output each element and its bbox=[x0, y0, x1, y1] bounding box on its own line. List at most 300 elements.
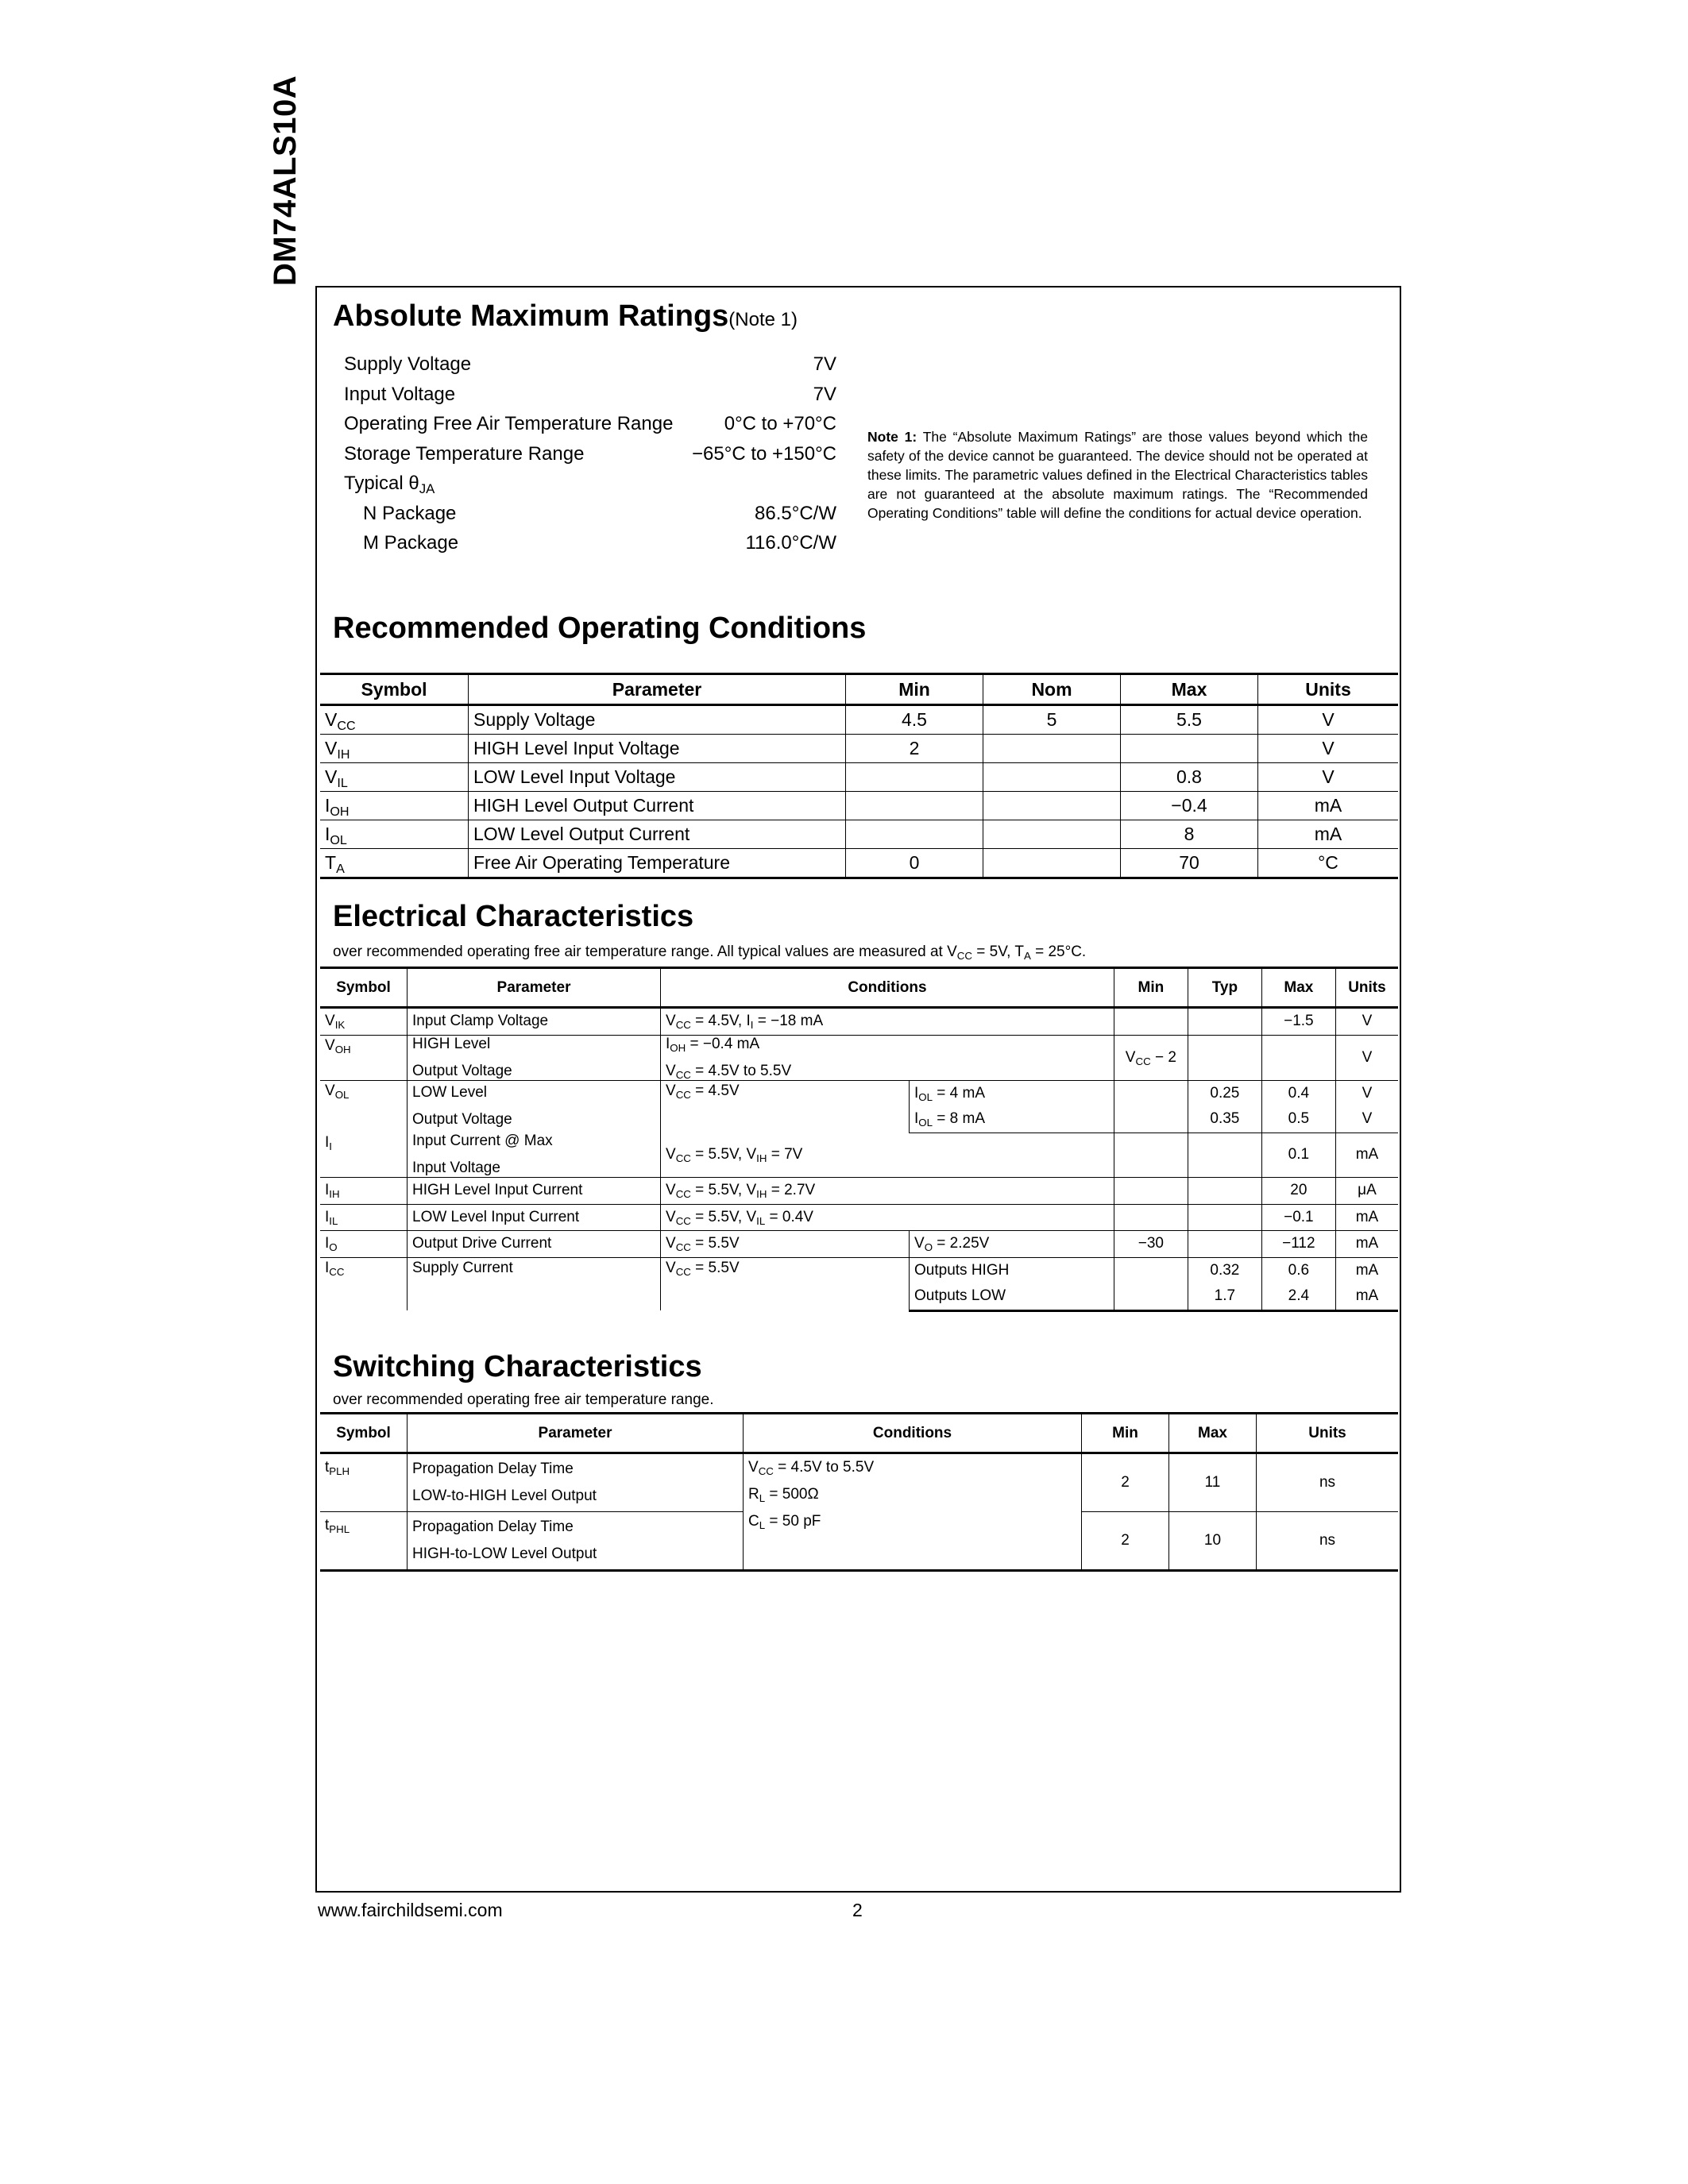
amr-label-sub: JA bbox=[419, 481, 435, 497]
cond-text: = 5.5V, V bbox=[690, 1182, 757, 1199]
amr-value: 116.0°C/W bbox=[745, 532, 836, 554]
col-header: Typ bbox=[1188, 968, 1261, 1008]
min-text: − 2 bbox=[1150, 1048, 1176, 1066]
amr-value: 0°C to +70°C bbox=[724, 413, 836, 434]
symbol-sub: IK bbox=[334, 1019, 346, 1032]
table-row bbox=[320, 1080, 1398, 1106]
param-line: HIGH-to-LOW Level Output bbox=[412, 1545, 597, 1562]
param-cell: LOW Level Input Current bbox=[408, 1204, 661, 1231]
symbol: I bbox=[325, 1259, 330, 1276]
max-cell: −112 bbox=[1261, 1231, 1335, 1258]
symbol-sub: OL bbox=[330, 832, 347, 847]
cond-sub: CC bbox=[675, 1241, 691, 1254]
max-cell bbox=[1261, 1035, 1335, 1080]
symbol: I bbox=[325, 1208, 330, 1225]
symbol-cell bbox=[320, 1178, 408, 1205]
symbol-sub: PLH bbox=[329, 1464, 350, 1477]
symbol-cell bbox=[320, 1512, 408, 1571]
cond-text: V bbox=[666, 1182, 676, 1199]
min-cell: 2 bbox=[846, 735, 983, 763]
amr-note-ref: (Note 1) bbox=[728, 309, 798, 330]
units-cell: mA bbox=[1258, 820, 1399, 849]
units-cell: V bbox=[1258, 735, 1399, 763]
col-header: Units bbox=[1257, 1414, 1399, 1453]
cond-sub: CC bbox=[675, 1214, 691, 1227]
symbol: V bbox=[325, 1036, 335, 1054]
param-cell: Supply Current bbox=[408, 1257, 661, 1310]
subcond-cell: Outputs LOW bbox=[910, 1283, 1114, 1310]
param-cell: Supply Voltage bbox=[469, 705, 846, 735]
typ-cell bbox=[1188, 1133, 1261, 1178]
cond-text: V bbox=[666, 1062, 676, 1079]
amr-value: 7V bbox=[813, 383, 836, 405]
units-cell: V bbox=[1335, 1106, 1398, 1133]
col-header: Max bbox=[1169, 1414, 1257, 1453]
cond-sub: CC bbox=[675, 1152, 691, 1165]
max-cell: 11 bbox=[1169, 1453, 1257, 1512]
symbol: I bbox=[325, 1182, 330, 1199]
cond-text: V bbox=[748, 1459, 759, 1476]
table-row bbox=[320, 763, 1398, 792]
amr-row bbox=[344, 499, 836, 529]
max-cell: 2.4 bbox=[1261, 1283, 1335, 1310]
symbol-cell bbox=[320, 1231, 408, 1258]
symbol-cell bbox=[320, 849, 469, 878]
subcond-cell bbox=[910, 1106, 1114, 1133]
sc-table bbox=[320, 1412, 1398, 1572]
roc-header-row bbox=[320, 674, 1398, 705]
min-cell bbox=[1114, 1204, 1188, 1231]
symbol-cell bbox=[320, 820, 469, 849]
nom-cell bbox=[983, 735, 1121, 763]
cond-text: = 0.4V bbox=[765, 1208, 813, 1225]
min-cell bbox=[1114, 1133, 1188, 1178]
cond-line bbox=[666, 1036, 1109, 1053]
cond-sub: OH bbox=[670, 1041, 686, 1054]
symbol-cell bbox=[320, 1453, 408, 1512]
col-header: Nom bbox=[983, 674, 1121, 705]
min-cell bbox=[1114, 1008, 1188, 1036]
param-line: Propagation Delay Time bbox=[412, 1518, 574, 1535]
ec-header-row bbox=[320, 968, 1398, 1008]
min-cell bbox=[1114, 1257, 1188, 1283]
param-cell: Input Clamp Voltage bbox=[408, 1008, 661, 1036]
cond-sub: IL bbox=[756, 1214, 766, 1227]
cond-sub: IH bbox=[756, 1188, 767, 1201]
min-cell: 0 bbox=[846, 849, 983, 878]
units-cell: mA bbox=[1258, 792, 1399, 820]
cond-cell bbox=[661, 1080, 910, 1133]
cond-text: = 5.5V, V bbox=[690, 1208, 757, 1225]
symbol-sub: OL bbox=[334, 1088, 350, 1101]
param-cell bbox=[408, 1035, 661, 1080]
amr-label: Storage Temperature Range bbox=[344, 442, 585, 465]
symbol-sub: OH bbox=[330, 804, 350, 819]
cond-text: I bbox=[914, 1084, 919, 1102]
amr-label bbox=[344, 469, 435, 499]
cond-cell bbox=[661, 1133, 1114, 1178]
cond-cell bbox=[661, 1008, 1114, 1036]
sc-heading: Switching Characteristics bbox=[333, 1350, 702, 1383]
units-cell: V bbox=[1335, 1080, 1398, 1106]
subcond-cell: Outputs HIGH bbox=[910, 1257, 1114, 1283]
units-cell: °C bbox=[1258, 849, 1399, 878]
units-cell: ns bbox=[1257, 1453, 1399, 1512]
symbol-sub: OH bbox=[334, 1043, 351, 1055]
param-cell: HIGH Level Output Current bbox=[469, 792, 846, 820]
table-row bbox=[320, 1204, 1398, 1231]
symbol: V bbox=[325, 1082, 335, 1099]
cond-line bbox=[748, 1486, 1076, 1503]
cond-text: = 2.7V bbox=[767, 1182, 816, 1199]
param-line: HIGH Level bbox=[412, 1035, 491, 1052]
ec-heading: Electrical Characteristics bbox=[333, 900, 694, 933]
max-cell: 70 bbox=[1121, 849, 1258, 878]
min-cell: 2 bbox=[1082, 1453, 1169, 1512]
min-cell bbox=[846, 792, 983, 820]
cond-text: = 4 mA bbox=[933, 1084, 986, 1102]
page-number: 2 bbox=[852, 1900, 863, 1920]
symbol: V bbox=[325, 766, 338, 787]
cond-line bbox=[666, 1063, 1109, 1080]
col-header: Min bbox=[846, 674, 983, 705]
nom-cell bbox=[983, 820, 1121, 849]
amr-label: Operating Free Air Temperature Range bbox=[344, 413, 674, 434]
units-cell: μA bbox=[1335, 1178, 1398, 1205]
cond-text: = 4.5V to 5.5V bbox=[773, 1459, 875, 1476]
nom-cell bbox=[983, 849, 1121, 878]
ec-subtitle-sub: CC bbox=[956, 949, 972, 962]
table-row bbox=[320, 1257, 1398, 1283]
symbol-cell bbox=[320, 1080, 408, 1133]
nom-cell: 5 bbox=[983, 705, 1121, 735]
cond-text: = 5.5V, V bbox=[690, 1146, 757, 1163]
col-header: Max bbox=[1121, 674, 1258, 705]
max-cell: 20 bbox=[1261, 1178, 1335, 1205]
amr-row bbox=[344, 380, 836, 410]
min-cell: 4.5 bbox=[846, 705, 983, 735]
cond-line bbox=[748, 1513, 1076, 1530]
amr-label: M Package bbox=[363, 532, 459, 554]
amr-label: N Package bbox=[363, 502, 457, 524]
cond-sub: IH bbox=[756, 1152, 767, 1165]
sc-header-row bbox=[320, 1414, 1398, 1453]
amr-row bbox=[344, 409, 836, 439]
cond-cell bbox=[661, 1204, 1114, 1231]
units-cell: V bbox=[1335, 1035, 1398, 1080]
symbol: T bbox=[325, 852, 337, 873]
max-cell: 0.6 bbox=[1261, 1257, 1335, 1283]
symbol-cell bbox=[320, 1204, 408, 1231]
units-cell: V bbox=[1335, 1008, 1398, 1036]
min-cell: −30 bbox=[1114, 1231, 1188, 1258]
units-cell: ns bbox=[1257, 1512, 1399, 1571]
cond-sub: CC bbox=[675, 1019, 691, 1032]
subcond-cell bbox=[910, 1080, 1114, 1106]
cond-text: = 4.5V, I bbox=[690, 1013, 751, 1030]
ec-subtitle-b: = 5V, T bbox=[971, 943, 1024, 960]
min-cell: 2 bbox=[1082, 1512, 1169, 1571]
col-header: Parameter bbox=[408, 1414, 744, 1453]
note-1-text: The “Absolute Maximum Ratings” are those values beyond which the safety of the device cannot be guaranteed. The device should not be operated at these limits. The parametric values defined in the Electrical Characteristics tables are not guaranteed at the absolute maximum ratings. The “Recommended Operating Conditions” table will define the conditions for actual device operation. bbox=[867, 429, 1369, 521]
amr-value: 7V bbox=[813, 353, 836, 375]
col-header: Parameter bbox=[469, 674, 846, 705]
cond-sub: CC bbox=[675, 1265, 691, 1278]
table-row bbox=[320, 735, 1398, 763]
col-header: Conditions bbox=[744, 1414, 1082, 1453]
cond-text: = −0.4 mA bbox=[686, 1035, 760, 1052]
symbol-sub: CC bbox=[337, 718, 356, 733]
amr-heading bbox=[333, 299, 798, 334]
param-line: LOW Level bbox=[412, 1084, 487, 1102]
min-text: V bbox=[1125, 1048, 1136, 1066]
max-cell: 0.1 bbox=[1261, 1133, 1335, 1178]
col-header: Min bbox=[1114, 968, 1188, 1008]
min-sub: CC bbox=[1135, 1055, 1151, 1067]
cond-text: C bbox=[748, 1513, 759, 1530]
param-cell bbox=[408, 1133, 661, 1178]
param-line: Output Voltage bbox=[412, 1111, 512, 1129]
symbol: V bbox=[325, 738, 338, 758]
table-row bbox=[320, 792, 1398, 820]
symbol: t bbox=[325, 1517, 330, 1534]
typ-cell: 0.32 bbox=[1188, 1257, 1261, 1283]
param-cell: Output Drive Current bbox=[408, 1231, 661, 1258]
amr-label-text: Typical θ bbox=[344, 473, 419, 494]
units-cell: mA bbox=[1335, 1257, 1398, 1283]
typ-cell: 1.7 bbox=[1188, 1283, 1261, 1310]
units-cell: mA bbox=[1335, 1283, 1398, 1310]
cond-text: = 2.25V bbox=[933, 1235, 990, 1252]
symbol-cell bbox=[320, 763, 469, 792]
roc-heading: Recommended Operating Conditions bbox=[333, 612, 867, 645]
col-header: Min bbox=[1082, 1414, 1169, 1453]
cond-text: I bbox=[666, 1035, 670, 1052]
cond-sub: CC bbox=[675, 1188, 691, 1201]
table-row bbox=[320, 1178, 1398, 1205]
param-cell: LOW Level Input Voltage bbox=[469, 763, 846, 792]
cond-sub: I bbox=[750, 1019, 754, 1032]
symbol-cell bbox=[320, 1257, 408, 1310]
table-row bbox=[320, 1231, 1398, 1258]
col-header: Parameter bbox=[408, 968, 661, 1008]
cond-text: = 4.5V to 5.5V bbox=[690, 1062, 792, 1079]
param-line: Input Current @ Max bbox=[412, 1133, 553, 1149]
amr-value: 86.5°C/W bbox=[755, 502, 836, 524]
param-cell: HIGH Level Input Current bbox=[408, 1178, 661, 1205]
ec-subtitle bbox=[333, 943, 1086, 961]
cond-sub: O bbox=[924, 1241, 933, 1254]
cond-text: = 5.5V bbox=[690, 1259, 740, 1276]
param-cell: HIGH Level Input Voltage bbox=[469, 735, 846, 763]
note-1-label: Note 1: bbox=[867, 429, 917, 445]
table-row bbox=[320, 1008, 1398, 1036]
cond-text: = 7V bbox=[767, 1146, 803, 1163]
max-cell bbox=[1121, 735, 1258, 763]
col-header: Symbol bbox=[320, 1414, 408, 1453]
table-row bbox=[320, 705, 1398, 735]
cond-text: = 4.5V bbox=[690, 1082, 740, 1099]
col-header: Symbol bbox=[320, 674, 469, 705]
typ-cell bbox=[1188, 1178, 1261, 1205]
amr-list bbox=[344, 349, 836, 558]
nom-cell bbox=[983, 792, 1121, 820]
param-cell bbox=[408, 1080, 661, 1133]
subcond-cell bbox=[910, 1231, 1114, 1258]
amr-label: Input Voltage bbox=[344, 383, 456, 405]
cond-text: V bbox=[666, 1013, 676, 1030]
cond-cell bbox=[661, 1178, 1114, 1205]
min-cell bbox=[1114, 1178, 1188, 1205]
param-cell: LOW Level Output Current bbox=[469, 820, 846, 849]
min-cell bbox=[1114, 1080, 1188, 1106]
cond-cell bbox=[661, 1231, 910, 1258]
units-cell: V bbox=[1258, 705, 1399, 735]
symbol-sub: I bbox=[329, 1140, 332, 1152]
cond-cell bbox=[661, 1257, 910, 1310]
min-cell bbox=[846, 763, 983, 792]
cond-sub: L bbox=[759, 1491, 766, 1504]
typ-cell: 0.25 bbox=[1188, 1080, 1261, 1106]
col-header: Conditions bbox=[661, 968, 1114, 1008]
cond-text: = 5.5V bbox=[690, 1235, 740, 1252]
amr-label: Supply Voltage bbox=[344, 353, 472, 375]
units-cell: mA bbox=[1335, 1204, 1398, 1231]
cond-text: V bbox=[666, 1259, 676, 1276]
min-cell bbox=[846, 820, 983, 849]
symbol: I bbox=[325, 1235, 330, 1252]
amr-row bbox=[344, 528, 836, 558]
min-cell bbox=[1114, 1035, 1188, 1080]
cond-line bbox=[748, 1459, 1076, 1476]
param-cell bbox=[408, 1512, 744, 1571]
cond-sub: CC bbox=[758, 1464, 774, 1477]
roc-table bbox=[320, 673, 1398, 879]
param-cell bbox=[408, 1453, 744, 1512]
ec-subtitle-c: = 25°C. bbox=[1030, 943, 1087, 960]
cond-sub: OL bbox=[918, 1090, 933, 1103]
symbol-cell bbox=[320, 792, 469, 820]
param-line: Output Voltage bbox=[412, 1062, 512, 1079]
cond-sub: OL bbox=[918, 1117, 933, 1129]
units-cell: mA bbox=[1335, 1231, 1398, 1258]
ec-table bbox=[320, 967, 1398, 1312]
ec-subtitle-a: over recommended operating free air temperature range. All typical values are measured at V bbox=[333, 943, 957, 960]
param-line: Input Voltage bbox=[412, 1160, 500, 1176]
part-number-vertical-title: DM74ALS10A bbox=[268, 75, 303, 286]
symbol-sub: IH bbox=[329, 1188, 340, 1201]
typ-cell bbox=[1188, 1008, 1261, 1036]
note-1 bbox=[867, 427, 1368, 523]
cond-text: V bbox=[666, 1235, 676, 1252]
max-cell: 10 bbox=[1169, 1512, 1257, 1571]
typ-cell bbox=[1188, 1204, 1261, 1231]
symbol-cell bbox=[320, 1133, 408, 1178]
amr-value: −65°C to +150°C bbox=[692, 442, 836, 465]
max-cell: 0.8 bbox=[1121, 763, 1258, 792]
table-row bbox=[320, 1453, 1398, 1512]
symbol-sub: IL bbox=[329, 1214, 338, 1227]
table-row bbox=[320, 849, 1398, 878]
typ-cell: 0.35 bbox=[1188, 1106, 1261, 1133]
col-header: Symbol bbox=[320, 968, 408, 1008]
symbol-cell bbox=[320, 1008, 408, 1036]
cond-text: V bbox=[666, 1146, 676, 1163]
cond-cell bbox=[661, 1035, 1114, 1080]
symbol: I bbox=[325, 795, 330, 816]
units-cell: V bbox=[1258, 763, 1399, 792]
col-header: Max bbox=[1261, 968, 1335, 1008]
amr-title: Absolute Maximum Ratings bbox=[333, 299, 729, 333]
symbol: I bbox=[325, 1134, 330, 1151]
ec-subtitle-sub: A bbox=[1023, 949, 1031, 962]
nom-cell bbox=[983, 763, 1121, 792]
symbol: I bbox=[325, 824, 330, 844]
cond-text: V bbox=[666, 1082, 676, 1099]
max-cell: 5.5 bbox=[1121, 705, 1258, 735]
cond-text: = 500Ω bbox=[765, 1486, 819, 1503]
typ-cell bbox=[1188, 1231, 1261, 1258]
param-cell: Free Air Operating Temperature bbox=[469, 849, 846, 878]
table-row bbox=[320, 820, 1398, 849]
typ-cell bbox=[1188, 1035, 1261, 1080]
col-header: Units bbox=[1335, 968, 1398, 1008]
amr-row bbox=[344, 469, 836, 499]
amr-row bbox=[344, 349, 836, 380]
col-header: Units bbox=[1258, 674, 1399, 705]
max-cell: −0.4 bbox=[1121, 792, 1258, 820]
symbol-cell bbox=[320, 705, 469, 735]
symbol-sub: O bbox=[329, 1241, 338, 1254]
amr-row bbox=[344, 439, 836, 469]
sc-subtitle: over recommended operating free air temperature range. bbox=[333, 1391, 714, 1408]
symbol-sub: IL bbox=[337, 775, 348, 790]
cond-text: = 8 mA bbox=[933, 1110, 986, 1128]
symbol: t bbox=[325, 1459, 330, 1476]
symbol-cell bbox=[320, 735, 469, 763]
units-cell: mA bbox=[1335, 1133, 1398, 1178]
cond-text: = −18 mA bbox=[753, 1013, 824, 1030]
cond-text: = 50 pF bbox=[765, 1513, 821, 1530]
param-line: Propagation Delay Time bbox=[412, 1461, 574, 1477]
cond-text: I bbox=[914, 1110, 919, 1128]
symbol-sub: A bbox=[336, 861, 345, 876]
cond-text: V bbox=[914, 1235, 925, 1252]
max-cell: 0.4 bbox=[1261, 1080, 1335, 1106]
max-cell: 8 bbox=[1121, 820, 1258, 849]
symbol: V bbox=[325, 1013, 335, 1030]
symbol-sub: CC bbox=[329, 1265, 345, 1278]
footer-url[interactable]: www.fairchildsemi.com bbox=[318, 1900, 503, 1920]
cond-cell bbox=[744, 1453, 1082, 1571]
cond-text: V bbox=[666, 1208, 676, 1225]
min-cell bbox=[1114, 1283, 1188, 1310]
symbol-sub: IH bbox=[337, 747, 350, 762]
max-cell: 0.5 bbox=[1261, 1106, 1335, 1133]
table-row bbox=[320, 1133, 1398, 1178]
max-cell: −1.5 bbox=[1261, 1008, 1335, 1036]
symbol-sub: PHL bbox=[329, 1522, 350, 1535]
min-cell bbox=[1114, 1106, 1188, 1133]
cond-sub: CC bbox=[675, 1088, 691, 1101]
symbol: V bbox=[325, 709, 338, 730]
cond-sub: CC bbox=[675, 1068, 691, 1081]
param-line: LOW-to-HIGH Level Output bbox=[412, 1488, 597, 1504]
symbol-cell bbox=[320, 1035, 408, 1080]
cond-text: R bbox=[748, 1486, 759, 1503]
cond-sub: L bbox=[759, 1518, 766, 1531]
max-cell: −0.1 bbox=[1261, 1204, 1335, 1231]
